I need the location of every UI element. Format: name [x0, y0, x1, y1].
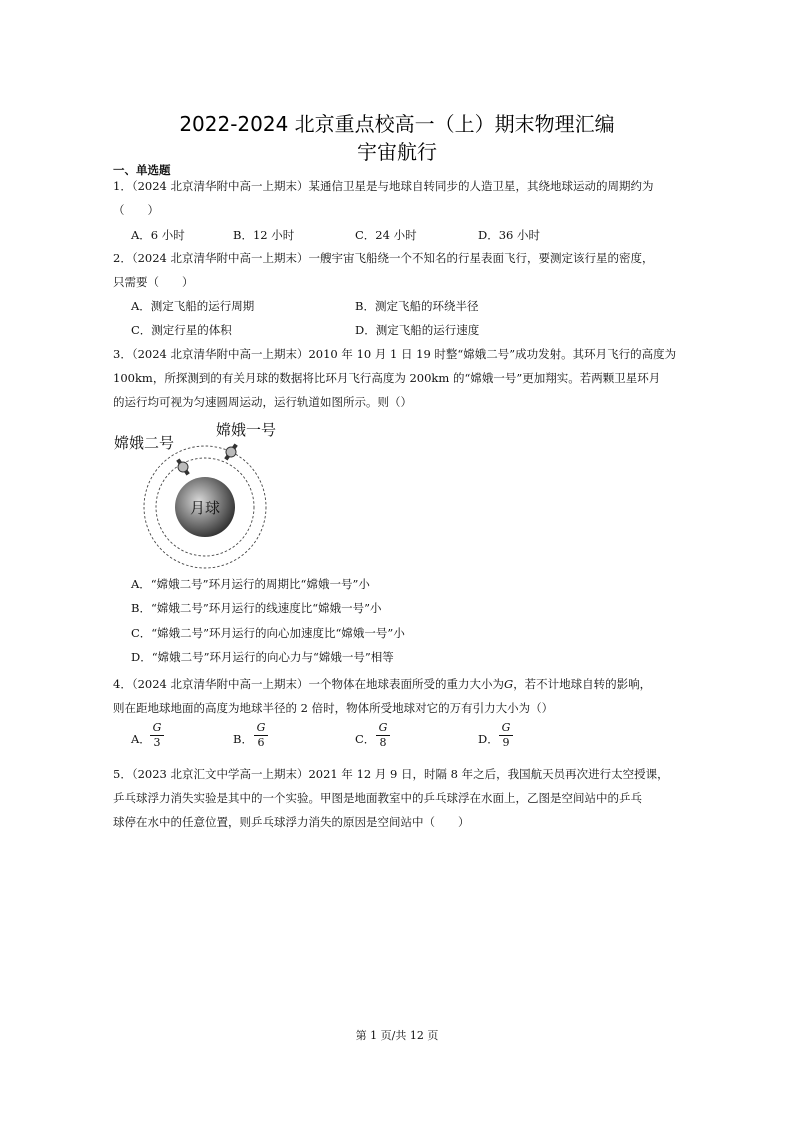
question-5-line-2: 乒乓球浮力消失实验是其中的一个实验。甲图是地面教室中的乒乓球浮在水面上，乙图是空间站中的乒乓 — [113, 791, 642, 805]
moon-label: 月球 — [189, 499, 221, 517]
question-1 — [113, 174, 679, 222]
question-3-option-d: D．“嫦娥二号”环月运行的向心力与“嫦娥一号”相等 — [131, 650, 394, 664]
question-4-option-d-label: D． — [478, 732, 499, 746]
question-4-line-1-text-a: 4．（2024 北京清华附中高一上期末）一个物体在地球表面所受的重力大小为 — [113, 677, 504, 691]
question-4-line-2: 则在距地球地面的高度为地球半径的 2 倍时，物体所受地球对它的万有引力大小为（） — [113, 701, 554, 715]
question-4-option-a-fraction — [150, 722, 164, 749]
page-title: 2022-2024 北京重点校高一（上）期末物理汇编 — [179, 112, 615, 136]
question-3-line-1: 3．（2024 北京清华附中高一上期末）2010 年 10 月 1 日 19 时整“嫦娥二号”成功发射。其环月飞行的高度为 — [113, 347, 677, 361]
question-4-line-1 — [113, 672, 679, 696]
question-5-line-3: 球停在水中的任意位置，则乒乓球浮力消失的原因是空间站中（ ） — [113, 815, 470, 829]
fraction-denominator: 6 — [257, 736, 265, 749]
section-heading: 一、单选题 — [113, 163, 171, 177]
fraction-denominator: 3 — [153, 736, 161, 749]
question-5-line-1: 5．（2023 北京汇文中学高一上期末）2021 年 12 月 9 日，时隔 8 年之后，我国航天员再次进行太空授课， — [113, 767, 669, 781]
question-2-option-a: A．测定飞船的运行周期 — [131, 299, 255, 313]
question-3 — [113, 342, 679, 414]
chang-e-1-satellite-icon — [222, 442, 241, 462]
question-3-line-3: 的运行均可视为匀速圆周运动，运行轨道如图所示。则（） — [113, 395, 412, 409]
question-1-line-2: （ ） — [113, 203, 159, 217]
fraction-numerator: G — [152, 721, 162, 734]
question-2 — [113, 246, 679, 294]
question-4-option-c-fraction — [376, 722, 390, 749]
chang-e-2-label: 嫦娥二号 — [114, 434, 175, 452]
fraction-denominator: 9 — [502, 736, 510, 749]
fraction-numerator: G — [256, 721, 266, 734]
question-4-gravity-symbol: G — [504, 677, 514, 691]
fraction-denominator: 8 — [379, 736, 387, 749]
question-2-line-2: 只需要（ ） — [113, 275, 194, 289]
question-3-option-c: C．“嫦娥二号”环月运行的向心加速度比“嫦娥一号”小 — [131, 626, 405, 640]
page-subtitle: 宇宙航行 — [357, 140, 437, 164]
question-3-line-2: 100km，所探测到的有关月球的数据将比环月飞行高度为 200km 的“嫦娥一号”更加翔实。若两颗卫星环月 — [113, 371, 661, 385]
question-1-option-d: D．36 小时 — [478, 228, 541, 242]
question-3-option-a: A．“嫦娥二号”环月运行的周期比“嫦娥一号”小 — [131, 577, 370, 591]
fraction-numerator: G — [501, 721, 511, 734]
question-4 — [113, 672, 679, 720]
question-2-option-d: D．测定飞船的运行速度 — [355, 323, 480, 337]
question-5 — [113, 762, 679, 834]
page-footer: 第 1 页/共 12 页 — [355, 1029, 439, 1042]
orbit-figure — [110, 420, 300, 570]
question-4-option-b-fraction — [254, 722, 268, 749]
question-1-option-b: B．12 小时 — [233, 228, 295, 242]
question-2-option-c: C．测定行星的体积 — [131, 323, 232, 337]
question-4-option-a-label: A． — [131, 732, 151, 746]
fraction-numerator: G — [378, 721, 388, 734]
chang-e-1-label: 嫦娥一号 — [216, 421, 277, 439]
question-2-option-b: B．测定飞船的环绕半径 — [355, 299, 479, 313]
question-4-line-1-text-b: ，若不计地球自转的影响， — [513, 677, 652, 691]
question-2-line-1: 2．（2024 北京清华附中高一上期末）一艘宇宙飞船绕一个不知名的行星表面飞行，要测定该行星的密度， — [113, 251, 654, 265]
question-3-option-b: B．“嫦娥二号”环月运行的线速度比“嫦娥一号”小 — [131, 601, 382, 615]
question-1-option-c: C．24 小时 — [355, 228, 417, 242]
question-1-option-a: A．6 小时 — [131, 228, 185, 242]
question-1-line-1: 1．（2024 北京清华附中高一上期末）某通信卫星是与地球自转同步的人造卫星，其绕地球运动的周期约为 — [113, 179, 654, 193]
question-4-option-c-label: C． — [355, 732, 376, 746]
question-4-option-b-label: B． — [233, 732, 253, 746]
question-4-option-d-fraction — [499, 722, 513, 749]
